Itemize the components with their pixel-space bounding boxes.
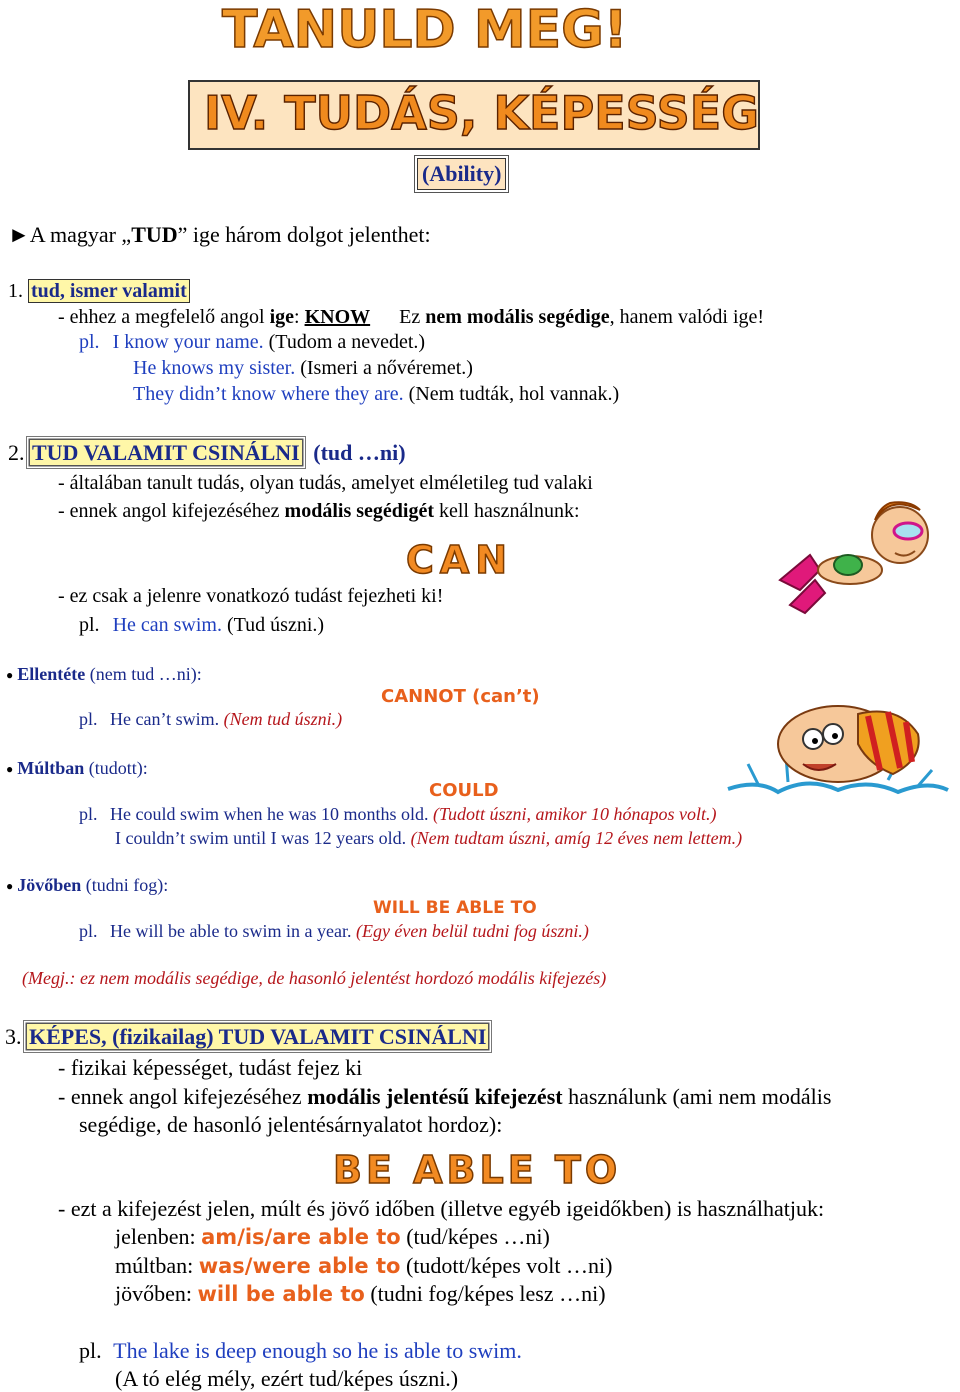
bullet-icon: ● [6,762,14,777]
present-label: jelenben: [115,1224,202,1249]
s1-nem: nem modális segédige [425,306,610,328]
s1-ex2-hu: (Ismeri a nővéremet.) [300,357,473,379]
s2-line1: - általában tanult tudás, olyan tudás, amelyet elméletileg tud valaki [58,472,593,494]
can-wordart: CAN [406,538,514,582]
past-ex2-en: I couldn’t swim until I was 12 years old. [115,828,407,848]
future-label-b: Jövőben [17,875,82,895]
s2-heading-b: (tud …ni) [313,440,406,465]
present-hu: (tud/képes …ni) [400,1224,550,1249]
be-able-to-wordart: BE ABLE TO [333,1148,622,1192]
s2-num: 2. [8,440,25,465]
intro-text-a: A magyar „ [29,222,132,247]
future-ex [79,921,589,942]
s1-num: 1. [8,280,23,302]
future-pl: pl. [79,921,98,941]
s1-l1b: : [294,306,305,328]
s1-l1a: - ehhez a megfelelő angol [58,306,270,328]
s3-l2a: - ennek angol kifejezéséhez [58,1084,308,1109]
past-ex1-en: He could swim when he was 10 months old. [110,804,429,824]
s1-heading-line [8,280,190,303]
s1-ex3-hu: (Nem tudták, hol vannak.) [408,383,620,405]
neg-hu: (Nem tud úszni.) [223,709,343,729]
future-form-label: jövőben: [115,1281,198,1306]
s1-ex1-en: I know your name. [112,331,264,353]
intro-line [8,222,431,248]
subtitle: IV. TUDÁS, KÉPESSÉG [204,86,759,140]
s2-l2b: modális segédigét [284,500,434,522]
s1-ex3-en: They didn’t know where they are. [133,383,404,405]
s3-line3: - ezt a kifejezést jelen, múlt és jövő időben (illetve egyéb igeidőkben) is használhatjuk: [58,1196,825,1221]
s1-l1d: , hanem valódi ige! [609,306,765,328]
sinking-swimmer-illustration [718,684,954,804]
s3-line2 [58,1084,831,1110]
future-form: will be able to [197,1282,365,1306]
s2-heading-line [8,440,406,466]
s1-ex1 [79,331,425,354]
past-ex2-hu: (Nem tudtam úszni, amíg 12 éves nem lettem.) [410,828,743,848]
s2-ex-en: He can swim. [112,614,222,636]
s2-l2a: - ennek angol kifejezéséhez [58,500,285,522]
s3-ex-en: The lake is deep enough so he is able to swim. [113,1338,522,1363]
s1-pl: pl. [79,331,100,353]
intro-tud: TUD [131,222,178,247]
cannot-label: CANNOT (can’t) [381,686,540,707]
s2-ex [79,614,324,637]
s2-heading: TUD VALAMIT CSINÁLNI [32,440,300,465]
past-label-text: (tudott): [84,758,148,778]
future-label-text: (tudni fog): [81,875,169,895]
future-hu: (Egy éven belül tudni fog úszni.) [355,921,589,941]
s1-ex3 [133,383,619,406]
past-label-b: Múltban [17,758,85,778]
s3-ex [79,1338,522,1364]
bullet-icon: ● [6,668,14,683]
bullet-icon: ● [6,879,14,894]
ability-label: (Ability) [417,158,506,190]
s3-num: 3. [5,1024,22,1049]
s3-heading: KÉPES, (fizikailag) TUD VALAMIT CSINÁLNI [29,1024,487,1049]
s2-ex-hu: (Tud úszni.) [226,614,325,636]
s1-ex2 [133,357,473,380]
present-form: am/is/are able to [201,1225,401,1249]
past-ex2 [115,828,742,849]
future-label [6,875,168,896]
swimmer-illustration [770,485,940,615]
past-ex1 [79,804,717,825]
neg-en: He can’t swim. [110,709,220,729]
future-form-hu: (tudni fog/képes lesz …ni) [364,1281,606,1306]
past-ex1-hu: (Tudott úszni, amikor 10 hónapos volt.) [432,804,717,824]
neg-pl: pl. [79,709,98,729]
neg-label-text: (nem tud …ni): [85,664,202,684]
s1-ex1-hu: (Tudom a nevedet.) [268,331,426,353]
s2-l2c: kell használnunk: [433,500,580,522]
past-form-label: múltban: [115,1253,199,1278]
past-line [115,1253,612,1279]
future-line [115,1281,606,1307]
present-line [115,1224,550,1250]
could-label: COULD [429,780,499,801]
neg-label [6,664,202,685]
page-title: TANULD MEG! [222,0,628,60]
s3-heading-line [5,1024,488,1050]
future-en: He will be able to swim in a year. [110,921,352,941]
s3-line2-cont: segédige, de hasonló jelentésárnyalatot hordoz): [79,1112,503,1137]
s1-know: KNOW [304,306,371,328]
neg-ex [79,709,342,730]
arrow-icon: ► [8,222,30,247]
s2-line2 [58,500,580,523]
past-label [6,758,148,779]
s3-l2c: használunk (ami nem modális [562,1084,832,1109]
s1-l1-ige: ige [269,306,294,328]
s2-line3: - ez csak a jelenre vonatkozó tudást fejezheti ki! [58,585,444,607]
past-pl: pl. [79,804,98,824]
intro-text-b: ” ige három dolgot jelenthet: [177,222,431,247]
s3-l2b: modális jelentésű kifejezést [307,1084,563,1109]
will-label: WILL BE ABLE TO [373,898,537,918]
s1-ex2-en: He knows my sister. [133,357,296,379]
s1-l1c: Ez [394,306,426,328]
s3-pl: pl. [79,1338,102,1363]
s1-line1 [58,306,764,329]
past-form-hu: (tudott/képes volt …ni) [400,1253,613,1278]
note: (Megj.: ez nem modális segédige, de hasonló jelentést hordozó modális kifejezés) [22,968,607,988]
s3-ex-hu: (A tó elég mély, ezért tud/képes úszni.) [115,1366,459,1391]
neg-label-b: Ellentéte [17,664,86,684]
past-form: was/were able to [198,1254,401,1278]
s2-pl: pl. [79,614,100,636]
s1-heading: tud, ismer valamit [28,279,190,303]
s3-line1: - fizikai képességet, tudást fejez ki [58,1055,363,1080]
